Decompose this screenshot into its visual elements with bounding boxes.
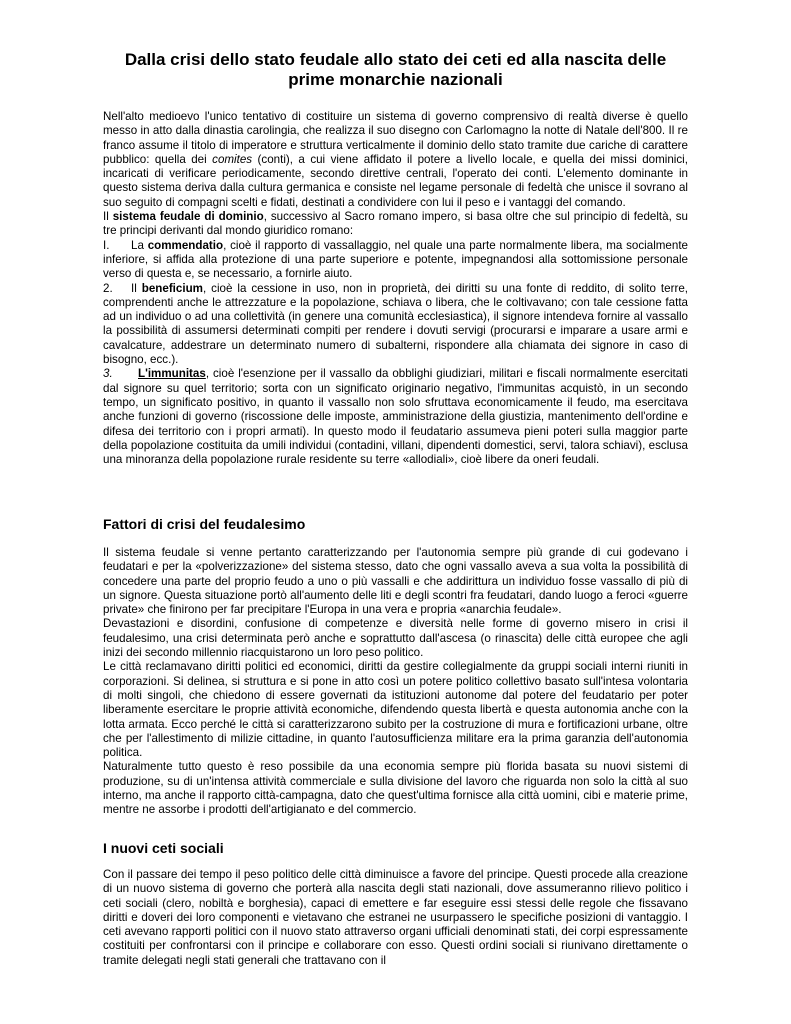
principle-item-2 bbox=[103, 282, 688, 368]
crisi-paragraph-3: Le città reclamavano diritti politici ed economici, diritti da gestire collegialmente da gruppi sociali interni riuniti in corporazioni. Si delinea, si struttura e si pone in atto così un potere politico collettivo basato sull'intesa volontaria di molti singoli, che chiedono di essere governati da istituzioni autonome dal potere del feudatario per poter liberamente esercitare le proprie attività economiche, difendendo questa libertà e questa autonomia anche con la lotta armata. Ecco perché le città si caratterizzarono subito per la costruzione di mura e fortificazioni urbane, oltre che per l'allestimento di milizie cittadine, in quanto l'autosufficienza militare era la prima garanzia dell'autonomia politica. bbox=[103, 660, 688, 760]
document-title bbox=[90, 50, 701, 90]
intro-paragraph-2 bbox=[103, 210, 688, 239]
crisi-section bbox=[103, 546, 688, 818]
title-line-2: prime monarchie nazionali bbox=[288, 70, 503, 89]
comites-term: comites bbox=[212, 152, 253, 166]
item-number: I. bbox=[103, 238, 110, 252]
title-line-1: Dalla crisi dello stato feudale allo stato dei ceti ed alla nascita delle bbox=[124, 50, 667, 69]
crisi-paragraph-1: Il sistema feudale si venne pertanto caratterizzando per l'autonomia sempre più grande di cui godevano i feudatari e per la «polverizzazione» del sistema stesso, dato che ogni vassallo aveva a sua volta la possibilità di concedere una parte del proprio feudo a uno o più vassalli e che addirittura un individuo fosse vassallo di più di un signore. Questa situazione portò all'aumento delle liti e degli scontri fra feudatari, dando luogo a feroci «guerre private» che finirono per far precipitare l'Europa in una vera e propria «anarchia feudale». bbox=[103, 546, 688, 617]
item-pre: Il bbox=[131, 281, 142, 295]
principle-item-3 bbox=[103, 367, 688, 467]
ceti-paragraph-1: Con il passare dei tempo il peso politico delle città diminuisce a favore del principe. Questi procede alla creazione di un nuovo sistema di governo che porterà alla nascita degli stati nazionali, dove assumeranno rilievo politico i ceti sociali (clero, nobiltà e borghesia), capaci di emettere e far eseguire essi stessi delle regole che fissavano diritti e doveri dei loro componenti e vietavano che estranei ne usurpassero le specifiche posizioni di vantaggio. I ceti avevano rapporti politici con il nuovo stato attraverso organi ufficiali denominati stati, dei corpi espressamente costituiti per confrontarsi con il principe e collaborare con esso. Questi ordini sociali si riunivano direttamente o tramite delegati negli stati generali che trattavano con il bbox=[103, 868, 688, 967]
intro-text: Nell'alto medioevo l'unico tentativo di costituire un sistema di governo comprensivo di realtà diverse è quello messo in atto dalla dinastia carolingia, che realizza il suo disegno con Carlomagno la notte di Natale dell'800. Il re franco assume il titolo di imperatore e struttura verticalmente il dominio dello stato tramite due cariche di carattere pubblico: quella dei bbox=[103, 110, 688, 166]
section-heading-ceti: I nuovi ceti sociali bbox=[103, 840, 224, 856]
item-text: , cioè la cessione in uso, non in proprietà, dei diritti su una fonte di reddito, di solito terre, comprendenti anche le attrezzature e la popolazione, schiava o libera, che le coltivavano; con tale cessione fatta ad un individuo o ad una collettività (in genere una comunità ecclesiastica), il signore intendeva fornire al vassallo la possibilità di assumersi determinati compiti per rendere i dovuti servigi (procurarsi e imparare a usare armi e cavalcature, addestrare un determinato numero di subalterni, rispondere alla chiamata dei signore in caso di bisogno, ecc.). bbox=[103, 281, 688, 367]
crisi-paragraph-4: Naturalmente tutto questo è reso possibile da una economia sempre più florida basata su nuovi sistemi di produzione, su di un'intensa attività commerciale e sulla divisione del lavoro che riguarda non solo la città al suo interno, ma anche il rapporto città-campagna, dato che quest'ultima fornisce alla città uomini, cibi e materie prime, mentre ne assorbe i prodotti dell'artigianato e del commercio. bbox=[103, 760, 688, 817]
item-number: 3. bbox=[103, 367, 113, 381]
intro-p2-pre: Il bbox=[103, 210, 113, 224]
beneficium-term: beneficium bbox=[141, 281, 203, 295]
principle-item-1 bbox=[103, 239, 688, 282]
intro-text-cont: (conti), a cui viene affidato il potere a livello locale, e quella dei missi dominici, incaricati di verificare periodicamente, secondo direttive centrali, l'operato dei conti. L'elemento dominante in questo sistema deriva dalla cultura germanica e consiste nel legame personale di fedeltà che unisce il sovrano al suo seguito di compagni scelti e fidati, destinati a condividere con lui il peso e i vantaggi del comando. bbox=[103, 152, 688, 209]
sistema-feudale-term: sistema feudale di dominio bbox=[112, 210, 264, 224]
intro-paragraph-1 bbox=[103, 110, 688, 210]
intro-p2-post: , successivo al Sacro romano impero, si basa oltre che sul principio di fedeltà, su tre principi derivanti dal mondo giuridico romano: bbox=[103, 210, 688, 238]
item-number: 2. bbox=[103, 281, 113, 295]
item-text: , cioè il rapporto di vassallaggio, nel quale una parte normalmente libera, ma socialmente inferiore, si affida alla protezione di una parte superiore e potente, impegnandosi alla sottomissione personale verso di questa e, se necessario, a fornirle aiuto. bbox=[103, 238, 688, 281]
item-pre: La bbox=[131, 238, 148, 252]
item-text: , cioè l'esenzione per il vassallo da obblighi giudiziari, militari e fiscali normalmente esercitati dal signore su quel territorio; sorta con un significato originario negativo, l'immunitas acquistò, in un secondo tempo, un significato positivo, in quanto il vassallo non solo sfruttava economicamente il feudo, ma esercitava anche funzioni di governo (riscossione delle imposte, amministrazione della giustizia, mantenimento dell'ordine e difesa dei territorio con i propri armati). In questo modo il feudatario assumeva pieni poteri sulla maggior parte della popolazione costituita da umili individui (contadini, villani, dipendenti domestici, servi, talora schiavi), esclusa una minoranza della popolazione rurale residente su terre «allodiali», cioè libere da oneri feudali. bbox=[103, 367, 688, 467]
commendatio-term: commendatio bbox=[147, 238, 224, 252]
section-heading-crisi: Fattori di crisi del feudalesimo bbox=[103, 516, 306, 532]
crisi-paragraph-2: Devastazioni e disordini, confusione di competenze e diversità nelle forme di governo misero in crisi il feudalesimo, una crisi determinata però anche e soprattutto dall'ascesa (o rinascita) delle città europee che agli inizi dei secondo millennio riacquistarono un loro peso politico. bbox=[103, 617, 688, 660]
ceti-section bbox=[103, 868, 688, 968]
intro-section bbox=[103, 110, 688, 467]
immunitas-term: L'immunitas bbox=[138, 367, 206, 381]
